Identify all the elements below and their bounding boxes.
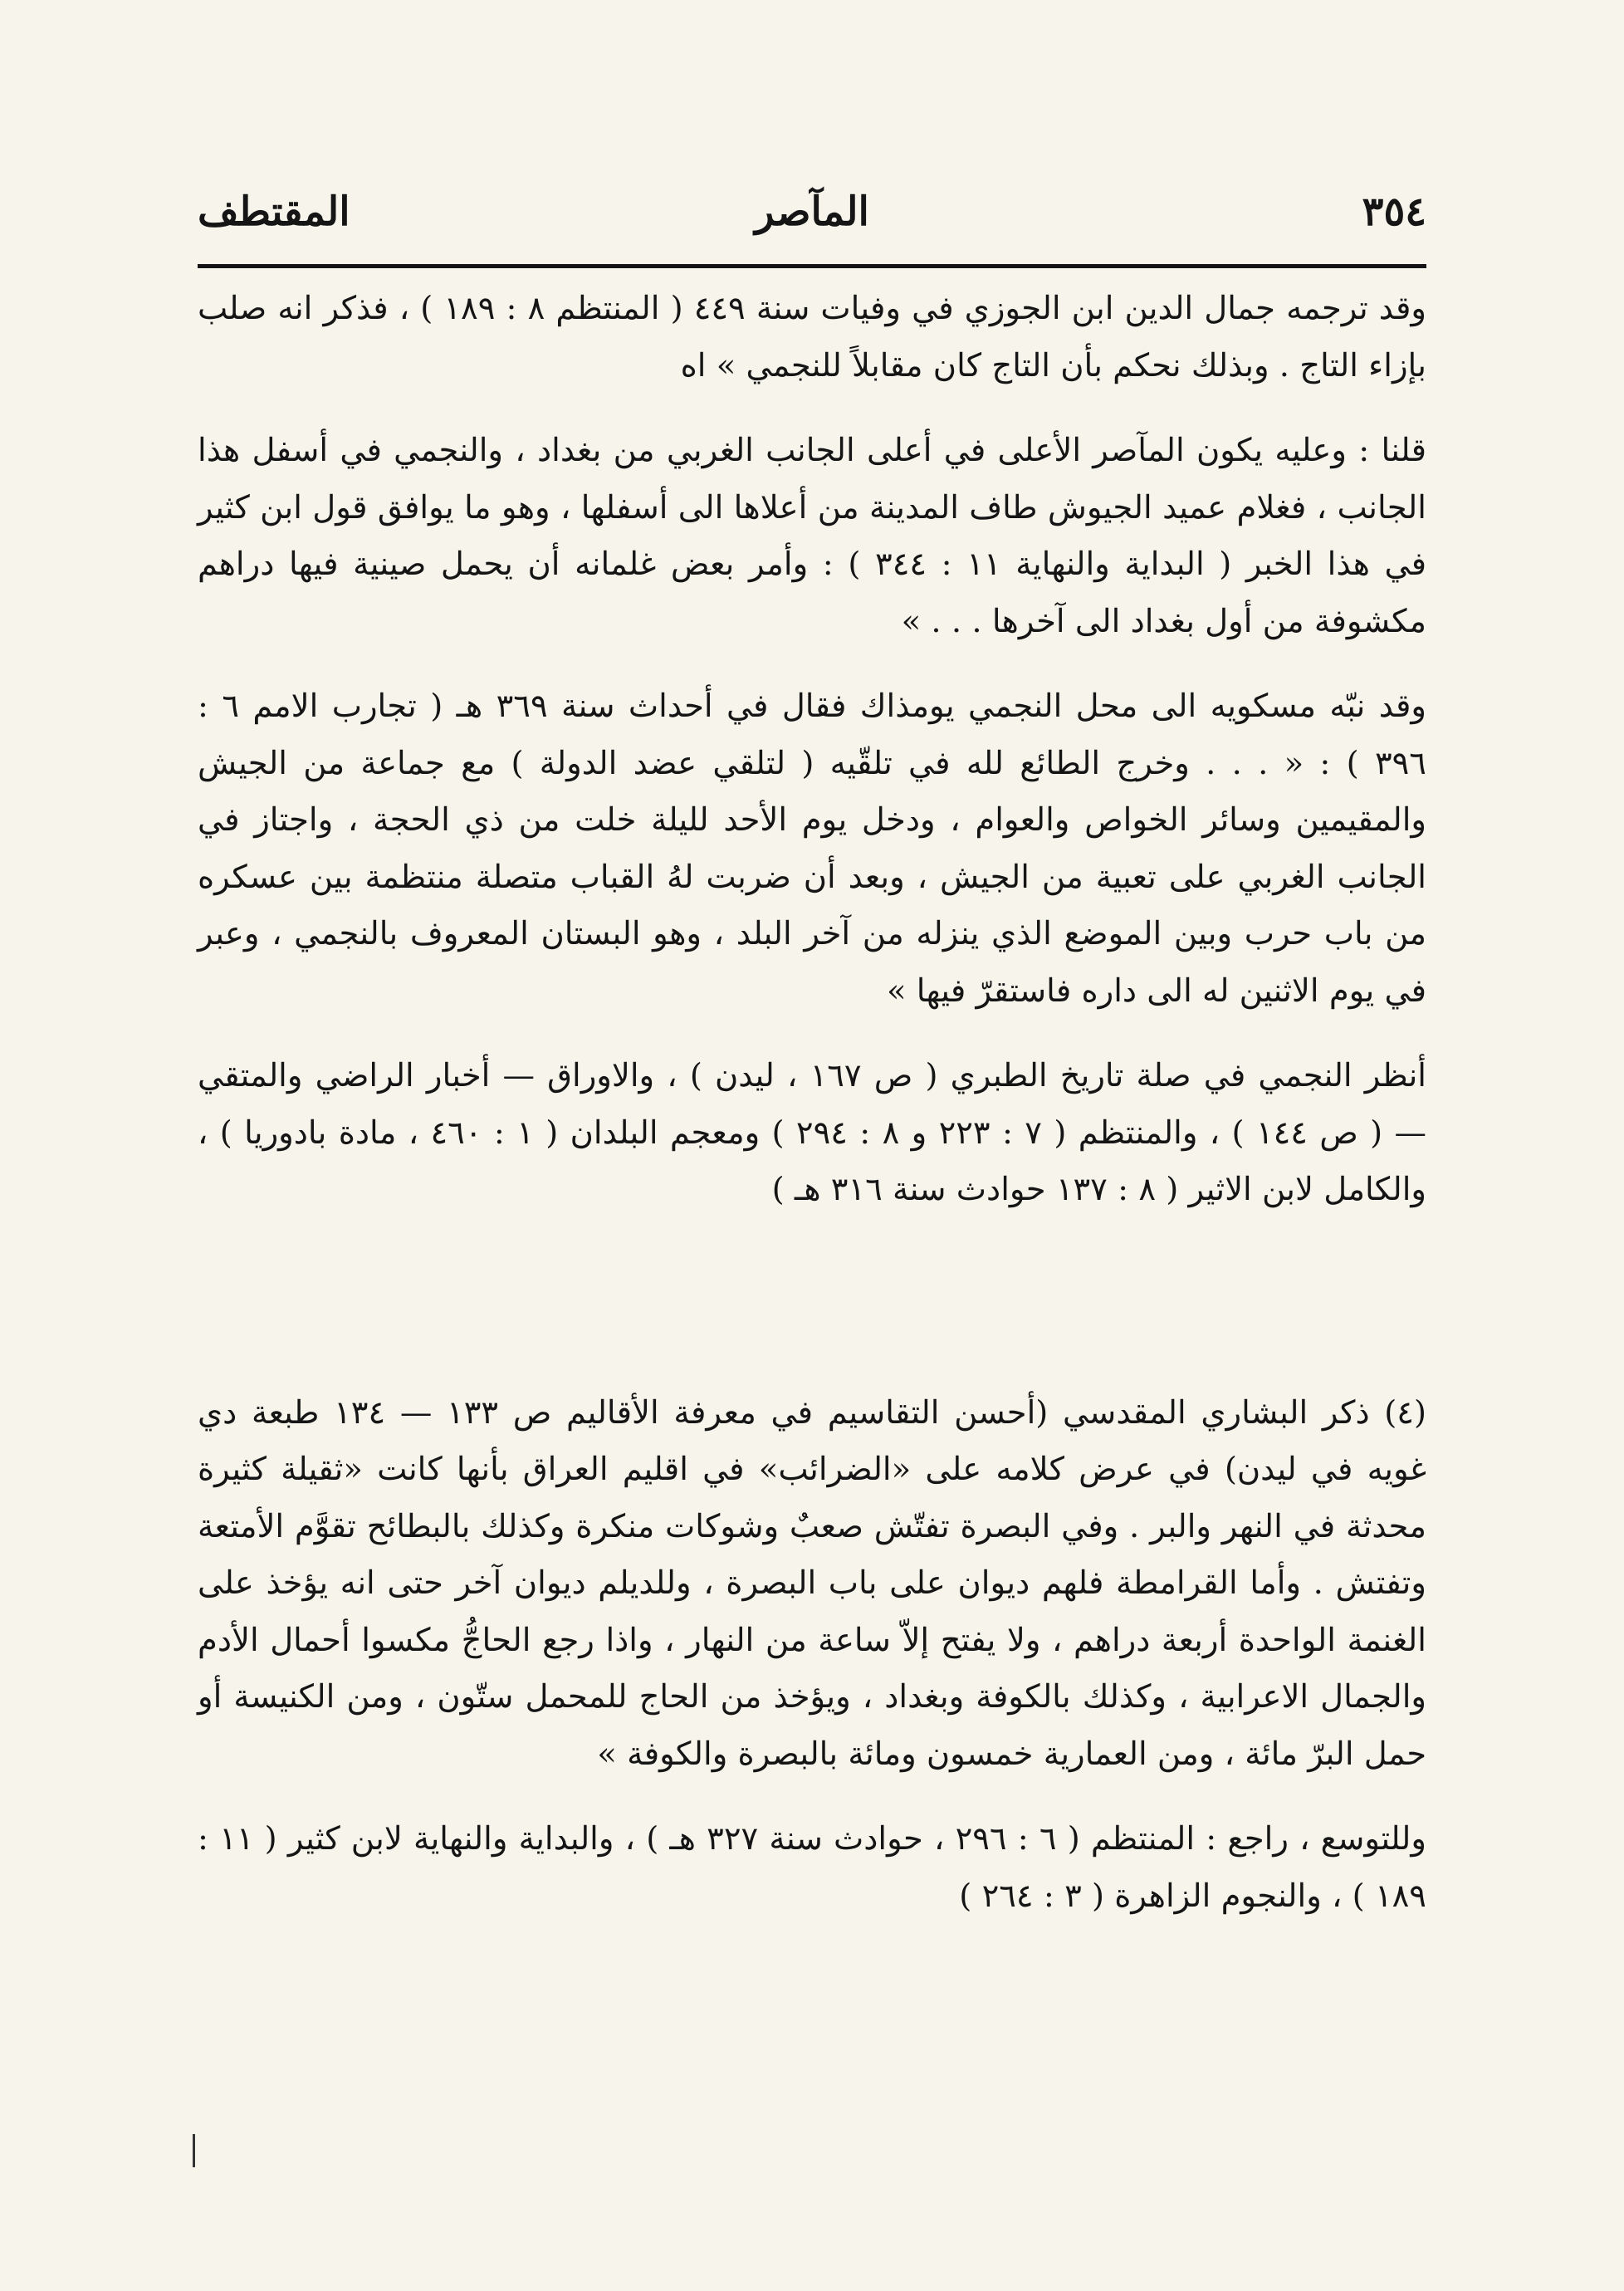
paragraph-spacer	[198, 394, 1426, 423]
paragraph-1: وقد ترجمه جمال الدين ابن الجوزي في وفيات سنة ٤٤٩ ( المنتظم ٨ : ١٨٩ ) ، فذكر انه صلب بإزاء التاج . وبذلك نحكم بأن التاج كان مقابلاً للنجمي » اه	[198, 290, 1427, 384]
paragraph-3: وقد نبّه مسكويه الى محل النجمي يومذاك فقال في أحداث سنة ٣٦٩ هـ ( تجارب الامم ٦ : ٣٩٦ ) : « . . . وخرج الطائع لله في تلقّيه ( لتلقي عضد الدولة ) مع جماعة من الجيش والمقيمين وسائر الخواص والعوام ، ودخل يوم الأحد لليلة خلت من ذي الحجة ، واجتاز في الجانب الغربي على تعبية من الجيش ، وبعد أن ضربت لهُ القباب متصلة منتظمة بين عسكره من باب حرب وبين الموضع الذي ينزله من آخر البلد ، وهو البستان المعروف بالنجمي ، وعبر في يوم الاثنين له الى داره فاستقرّ فيها »	[198, 688, 1426, 1010]
paragraph-4: أنظر النجمي في صلة تاريخ الطبري ( ص ١٦٧ ، ليدن ) ، والاوراق — أخبار الراضي والمتقي — ( ص ١٤٤ ) ، والمنتظم ( ٧ : ٢٢٣ و ٨ : ٢٩٤ ) ومعجم البلدان ( ١ : ٤٦٠ ، مادة بادوريا ) ، والكامل لابن الاثير ( ٨ : ١٣٧ حوادث سنة ٣١٦ هـ )	[198, 1057, 1427, 1208]
running-head-title: المآصر	[755, 188, 869, 235]
section-spacer	[198, 1219, 1426, 1385]
scan-mark	[193, 2134, 195, 2167]
paragraph-spacer	[198, 1020, 1426, 1048]
running-head-journal: المقتطف	[198, 188, 350, 235]
body-text	[198, 281, 1426, 1925]
paragraph-2: قلنا : وعليه يكون المآصر الأعلى في أعلى الجانب الغربي من بغداد ، والنجمي في أسفل هذا الجانب ، فغلام عميد الجيوش طاف المدينة من أعلاها الى أسفلها ، وهو ما يوافق قول ابن كثير في هذا الخبر ( البداية والنهاية ١١ : ٣٤٤ ) : وأمر بعض غلمانه أن يحمل صينية فيها دراهم مكشوفة من أول بغداد الى آخرها . . . »	[198, 432, 1426, 640]
paragraph-6: وللتوسع ، راجع : المنتظم ( ٦ : ٢٩٦ ، حوادث سنة ٣٢٧ هـ ) ، والبداية والنهاية لابن كثير ( ١١ : ١٨٩ ) ، والنجوم الزاهرة ( ٣ : ٢٦٤ )	[198, 1820, 1426, 1915]
paragraph-spacer	[198, 1783, 1426, 1811]
page-header	[198, 179, 1426, 245]
footnote-4: (٤) ذكر البشاري المقدسي (أحسن التقاسيم في معرفة الأقاليم ص ١٣٣ — ١٣٤ طبعة دي غويه في ليدن) في عرض كلامه على «الضرائب» في اقليم العراق بأنها كانت «ثقيلة كثيرة محدثة في النهر والبر . وفي البصرة تفتّش صعبٌ وشوكات منكرة وكذلك بالبطائح تقوَّم الأمتعة وتفتش . وأما القرامطة فلهم ديوان على باب البصرة ، وللديلم ديوان آخر حتى انه يؤخذ على الغنمة الواحدة أربعة دراهم ، ولا يفتح إلاّ ساعة من النهار ، واذا رجع الحاجُّ مكسوا أحمال الأدم والجمال الاعرابية ، وكذلك بالكوفة وبغداد ، ويؤخذ من الحاج للمحمل ستّون ، ومن الكنيسة أو حمل البرّ مائة ، ومن العمارية خمسون ومائة بالبصرة والكوفة »	[198, 1393, 1427, 1773]
paragraph-spacer	[198, 650, 1426, 678]
page-number: ٣٥٤	[1362, 188, 1426, 235]
header-rule	[198, 264, 1426, 268]
